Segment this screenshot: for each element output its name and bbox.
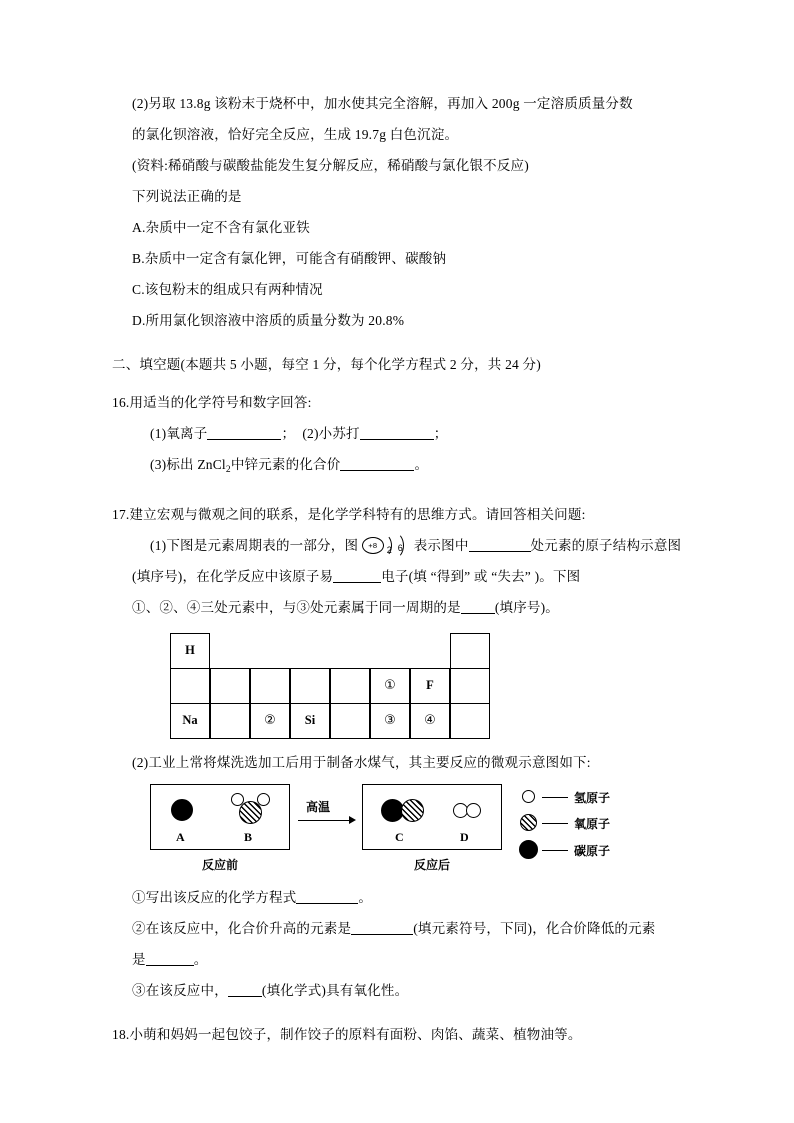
q17-part1-line2-b: 电子(填 “得到” 或 “失去” )。下图 [381,569,581,584]
q16-stem: 16.用适当的化学符号和数字回答: [112,395,312,410]
q15-option-d: D.所用氯化钡溶液中溶质的质量分数为 20.8% [132,313,405,328]
reaction-arrow-line [298,820,350,821]
spacer [112,380,684,387]
q16-sub1-label-b: (2)小苏打 [302,426,360,441]
spacer [112,1006,684,1019]
q17-answer-blank-4[interactable] [296,891,358,904]
q16-sub2-label-a: (3)标出 ZnCl [150,457,226,472]
q17-part2-sub2-b: (填元素符号，下同)，化合价降低的元素 [413,921,656,936]
ptable-cell-r1c1: H [170,633,210,669]
ptable-cell-r2c7: F [410,668,450,704]
atom-nucleus-label: +8 [362,537,384,554]
legend-label-carbon: 碳原子 [574,844,611,858]
q16-sub2 [112,449,684,486]
q15-part2-line1: (2)另取 13.8g 该粉末于烧杯中，加水使其完全溶解，再加入 200g 一定溶质质量分数 [132,96,633,111]
ptable-cell-r3c1: Na [170,703,210,739]
ptable-cell-r3c5 [330,703,370,739]
q16-sub2-end: 。 [414,457,429,472]
atom-shell1-electrons: 2 [386,545,392,555]
ptable-cell-r3c3: ② [250,703,290,739]
q15-part2-line2: 的氯化钡溶液，恰好完全反应，生成 19.7g 白色沉淀。 [132,127,459,142]
q16-answer-blank-2[interactable] [360,427,434,440]
q17-part2-sub3-a: ③在该反应中， [132,983,228,998]
atom-hydrogen-B2 [257,793,270,806]
after-reaction-label: 反应后 [413,858,450,872]
q17-answer-blank-6[interactable] [146,953,194,966]
atom-shell2-electrons: 6 [397,543,403,553]
spacer [112,336,684,349]
q15-option-c: C.该包粉末的组成只有两种情况 [132,282,323,297]
q16-sub1-label-a: (1)氧离子 [150,426,208,441]
q15-option-b: B.杂质中一定含有氯化钾，可能含有硝酸钾、碳酸钠 [132,251,447,266]
q16-answer-blank-1[interactable] [207,427,281,440]
atom-carbon-A [171,799,193,821]
q16-sub1 [112,418,684,449]
q17-part2-sub1-end: 。 [358,890,373,905]
q16-sub1-sep: ； [281,426,296,441]
ptable-cell-r3c6: ③ [370,703,410,739]
legend-hydrogen-icon [522,790,535,803]
ptable-cell-r2c2 [210,668,250,704]
q17-part2-sub2-a: ②在该反应中，化合价升高的元素是 [132,921,352,936]
legend-oxygen-icon [520,814,537,831]
q17-part1-line2 [112,561,684,592]
q17-part1-line2-a: (填序号)，在化学反应中该原子易 [132,569,334,584]
legend-carbon-icon [519,840,538,859]
q17-part1-line1 [112,530,684,561]
q17-part1-line3-b: (填序号)。 [494,600,560,615]
ptable-cell-r3c8 [450,703,490,739]
q17-part1-seg-a: (1)下图是元素周期表的一部分，图 [150,538,359,553]
q17-part2-sub1-a: ①写出该反应的化学方程式 [132,890,297,905]
ptable-cell-r2c1 [170,668,210,704]
atom-structure-icon [362,533,414,557]
q17-part2-sub1 [112,882,684,913]
legend-label-oxygen: 氧原子 [574,817,611,831]
reaction-arrow-head [349,816,356,824]
ptable-cell-r2c5 [330,668,370,704]
before-reaction-box [150,784,290,850]
q15-material-note: (资料:稀硝酸与碳酸盐能发生复分解反应，稀硝酸与氯化银不反应) [132,158,529,173]
q15-prompt: 下列说法正确的是 [132,189,242,204]
q17-part2-sub3 [112,975,684,1006]
spacer [112,486,684,499]
periodic-table-diagram [170,633,490,739]
atom-hydrogen-B1 [231,793,244,806]
ptable-cell-r3c2 [210,703,250,739]
q17-answer-blank-7[interactable] [228,984,262,997]
legend-dash-1 [542,797,568,798]
q17-part2-sub2-line1 [112,913,684,944]
q17-part2-sub2-end: 。 [193,952,208,967]
atom-hydrogen-D2 [466,803,481,818]
q17-answer-blank-1[interactable] [469,539,531,552]
q17-part1-seg-c: 处元素的原子结构示意图 [530,538,682,553]
zncl2-subscript: 2 [225,465,231,475]
ptable-cell-r2c4 [290,668,330,704]
q16-sub1-end: ； [433,426,448,441]
atom-oxygen-C [401,799,424,822]
q17-part1-line3-a: ①、②、④三处元素中，与③处元素属于同一周期的是 [132,600,461,615]
ptable-cell-r2c8 [450,668,490,704]
species-label-B: B [244,830,253,844]
species-label-A: A [176,830,185,844]
q17-part2-sub2-line2 [112,944,684,975]
q17-stem: 17.建立宏观与微观之间的联系，是化学学科特有的思维方式。请回答相关问题: [112,507,586,522]
q17-part2-sub3-b: (填化学式)具有氧化性。 [261,983,409,998]
q17-part2-stem: (2)工业上常将煤洗选加工后用于制备水煤气，其主要反应的微观示意图如下: [132,755,591,770]
ptable-cell-r1c8 [450,633,490,669]
before-reaction-label: 反应前 [201,858,238,872]
q16-sub2-label-b: 中锌元素的化合价 [230,457,341,472]
q17-answer-blank-3[interactable] [461,601,495,614]
reaction-microscopic-diagram [150,784,611,880]
q16-answer-blank-3[interactable] [340,458,414,471]
legend-dash-3 [542,850,568,851]
q15-option-a: A.杂质中一定不含有氯化亚铁 [132,220,310,235]
species-label-C: C [395,830,404,844]
q17-part1-line3 [112,592,684,623]
legend-dash-2 [542,823,568,824]
section2-heading: 二、填空题(本题共 5 小题，每空 1 分，每个化学方程式 2 分，共 24 分) [112,357,541,372]
page-content [112,88,684,1050]
q17-part1-seg-b: 表示图中 [413,538,469,553]
species-label-D: D [460,830,469,844]
ptable-cell-r2c6: ① [370,668,410,704]
q17-part2-sub2-c: 是 [132,952,146,967]
q17-answer-blank-5[interactable] [351,922,413,935]
legend-label-hydrogen: 氢原子 [574,791,611,805]
ptable-cell-r2c3 [250,668,290,704]
q18-stem: 18.小萌和妈妈一起包饺子，制作饺子的原料有面粉、肉馅、蔬菜、植物油等。 [112,1027,582,1042]
q17-answer-blank-2[interactable] [333,570,381,583]
ptable-cell-r3c7: ④ [410,703,450,739]
ptable-cell-r3c4: Si [290,703,330,739]
after-reaction-box [362,784,502,850]
reaction-condition-label: 高温 [306,800,331,814]
